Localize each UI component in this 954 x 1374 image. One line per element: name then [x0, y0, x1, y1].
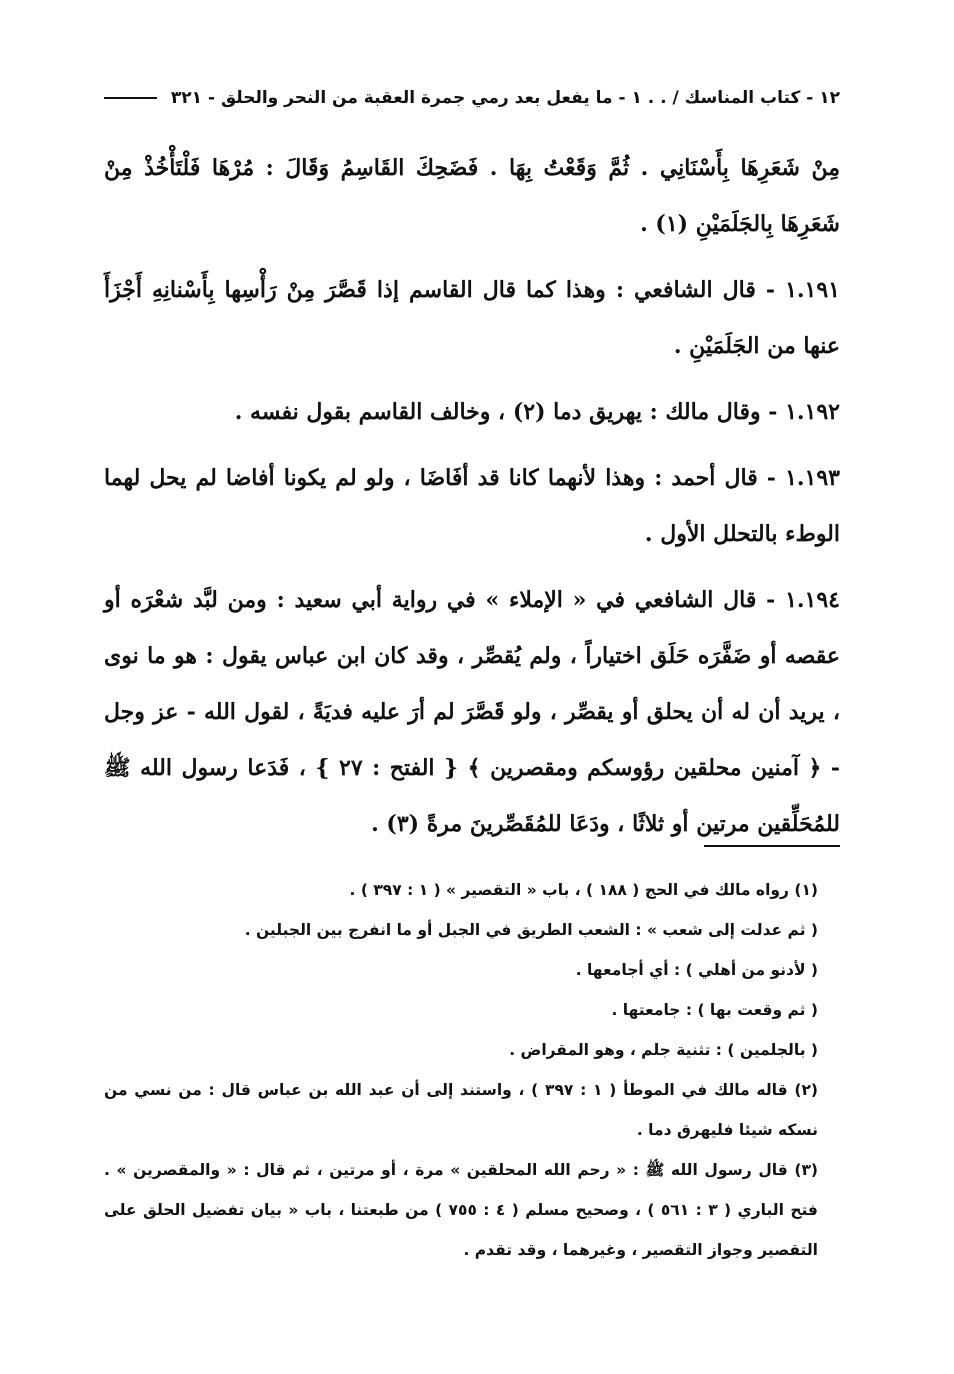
- footnotes: [104, 870, 840, 1270]
- paragraph-1194: ١.١٩٤ - قال الشافعي في « الإملاء » في رواية أبي سعيد : ومن لبَّد شعْرَه أو عقصه أو ضَفَّرَه حَلَق اختياراً ، ولم يُقصِّر ، وقد كان ابن عباس يقول : هو ما نوى ، يريد أن له أن يحلق أو يقصِّر ، ولو قَصَّرَ لم أرَ عليه فديَةً ، لقول الله - عز وجل - ﴿ آمنين محلقين رؤوسكم ومقصرين ﴾ { الفتح : ٢٧ } ، فَدَعا رسول الله ﷺ للمُحَلِّقين مرتين أو ثلاثًا ، ودَعَا للمُقَصِّرينَ مرةً (٣) .: [104, 587, 840, 837]
- footnote-3: (٣) قال رسول الله ﷺ : « رحم الله المحلقين » مرة ، أو مرتين ، ثم قال : « والمقصرين » . فتح الباري ( ٣ : ٥٦١ ) ، وصحيح مسلم ( ٤ : ٧٥٥ ) من طبعتنا ، باب « بيان تفضيل الحلق على التقصير وجواز التقصير ، وغيرهما ، وقد تقدم .: [104, 1161, 818, 1259]
- footnote-gloss: ( ثم عدلت إلى شعب » : الشعب الطريق في الجبل أو ما انفرج بين الجبلين .: [244, 921, 818, 939]
- header-title: ١٢ - كتاب المناسك / . . ١ - ما يفعل بعد رمي جمرة العقبة من النحر والحلق - ٣٢١: [170, 88, 840, 108]
- paragraph-continuation: مِنْ شَعَرِهَا بِأَسْنَانِي . ثُمَّ وَقَعْتُ بِهَا . فَضَحِكَ القَاسِمُ وَقَالَ : مُرْهَا فَلْتَأْخُذْ مِنْ شَعَرِهَا بِالجَلَمَيْنِ (١) .: [104, 155, 840, 237]
- paragraph-1193: ١.١٩٣ - قال أحمد : وهذا لأنهما كانا قد أفَاضَا ، ولو لم يكونا أفاضا لم يحل لهما الوطء بالتحلل الأول .: [104, 465, 840, 547]
- footnote-2: (٢) قاله مالك في الموطأ ( ١ : ٣٩٧ ) ، واستند إلى أن عبد الله بن عباس قال : من نسي من نسكه شيئا فليهرق دما .: [104, 1081, 818, 1139]
- footnote-1: (١) رواه مالك في الحج ( ١٨٨ ) ، باب « التقصير » ( ١ : ٣٩٧ ) .: [349, 881, 818, 899]
- main-text: [104, 140, 840, 862]
- footnote-separator: [704, 845, 840, 847]
- header-rule: [104, 97, 157, 99]
- footnote-gloss: ( لأدنو من أهلي ) : أي أجامعها .: [575, 961, 818, 979]
- paragraph-1191: ١.١٩١ - قال الشافعي : وهذا كما قال القاسم إذا قَصَّرَ مِنْ رَأْسِها بِأَسْنانِهِ أَجْزَأَ عنها من الجَلَمَيْنِ .: [104, 277, 840, 359]
- paragraph-1192: ١.١٩٢ - وقال مالك : يهريق دما (٢) ، وخالف القاسم بقول نفسه .: [234, 399, 840, 425]
- running-header: [104, 86, 840, 110]
- footnote-gloss: ( بالجلمين ) : تثنية جلم ، وهو المقراض .: [509, 1041, 818, 1059]
- footnote-gloss: ( ثم وقعت بها ) : جامعتها .: [611, 1001, 818, 1019]
